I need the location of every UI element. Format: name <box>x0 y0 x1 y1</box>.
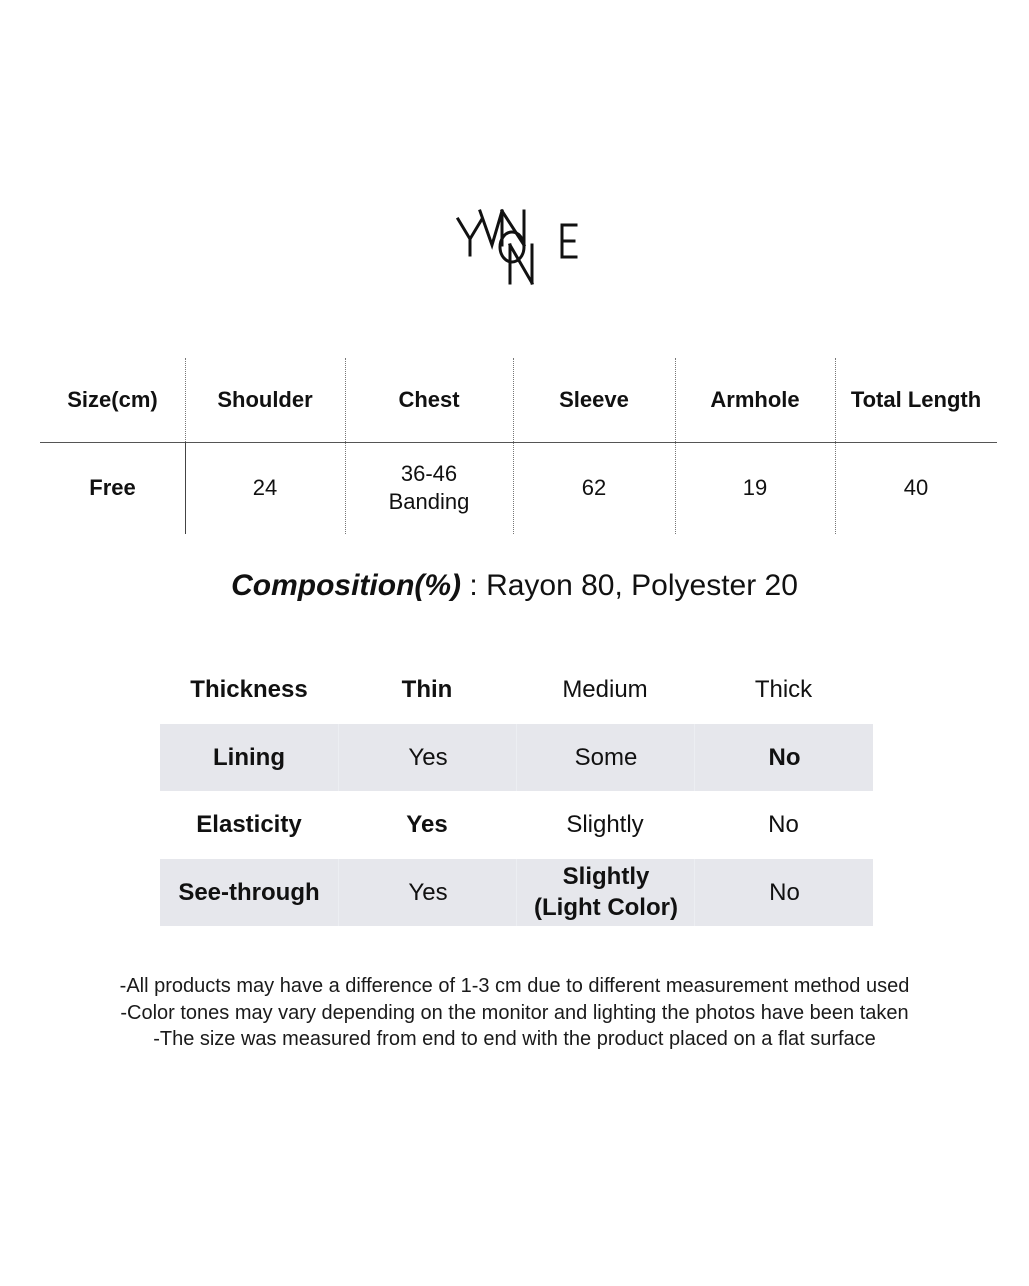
cell-armhole: 19 <box>742 475 768 500</box>
fabric-row-see-through <box>160 859 873 927</box>
fabric-option: Yes <box>338 859 517 927</box>
cell-chest <box>345 442 513 534</box>
brand-logo <box>450 205 585 290</box>
fabric-row-lining <box>160 724 873 792</box>
header-total-length: Total Length <box>850 387 982 412</box>
fabric-row-label: Lining <box>213 743 285 771</box>
column-separator <box>675 358 676 534</box>
fabric-option: No <box>694 859 874 927</box>
fabric-option-selected: Yes <box>406 811 448 839</box>
column-separator <box>185 358 186 442</box>
fabric-option: Thick <box>754 676 813 704</box>
cell-size: Free <box>89 475 136 500</box>
header-shoulder: Shoulder <box>217 387 313 412</box>
composition-separator: : <box>461 569 487 602</box>
column-separator <box>185 442 186 534</box>
column-separator <box>345 358 346 534</box>
fabric-option: No <box>768 811 799 839</box>
note-line: -The size was measured from end to end with the product placed on a flat surface <box>153 1028 876 1050</box>
fabric-option: Yes <box>338 724 517 792</box>
header-size: Size(cm) <box>67 387 158 412</box>
fabric-row-thickness <box>160 656 873 724</box>
fabric-option: Some <box>516 724 695 792</box>
fabric-table <box>160 656 873 926</box>
fabric-row-elasticity <box>160 791 873 859</box>
brand-logo-mark <box>450 205 585 290</box>
size-table-header <box>40 358 997 442</box>
header-armhole: Armhole <box>710 387 800 412</box>
size-table <box>40 358 997 534</box>
fabric-row-label: Elasticity <box>196 811 302 839</box>
fabric-option: Medium <box>562 676 648 704</box>
fabric-option: Slightly <box>566 811 644 839</box>
notes <box>0 973 1029 1053</box>
cell-shoulder: 24 <box>252 475 278 500</box>
fabric-option-selected: No <box>694 724 874 792</box>
header-chest: Chest <box>398 387 460 412</box>
cell-chest-range: 36-46 <box>400 461 458 486</box>
fabric-option-selected: Slightly (Light Color) <box>516 859 695 927</box>
cell-sleeve: 62 <box>581 475 607 500</box>
size-table-row <box>40 442 997 534</box>
column-separator <box>835 358 836 534</box>
cell-chest-note: Banding <box>388 489 470 514</box>
note-line: -All products may have a difference of 1-3 cm due to different measurement method used <box>119 975 910 997</box>
fabric-option-selected: Thin <box>401 676 453 704</box>
cell-total-length: 40 <box>903 475 929 500</box>
header-sleeve: Sleeve <box>559 387 629 412</box>
composition-line <box>0 566 1029 606</box>
fabric-row-label: See-through <box>178 878 320 906</box>
composition-value: Rayon 80, Polyester 20 <box>486 569 798 602</box>
fabric-row-label: Thickness <box>190 676 308 704</box>
column-separator <box>513 358 514 534</box>
composition-label: Composition(%) <box>231 569 462 602</box>
note-line: -Color tones may vary depending on the monitor and lighting the photos have been taken <box>120 1001 909 1024</box>
